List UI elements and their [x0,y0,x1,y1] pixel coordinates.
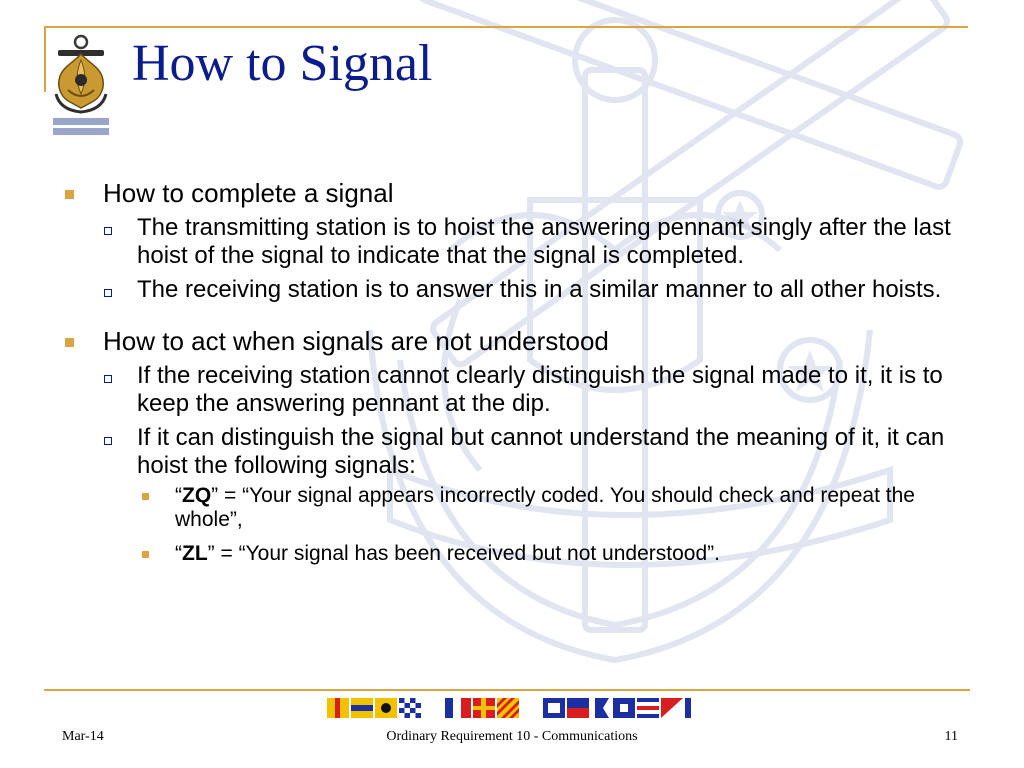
bullet-text: If the receiving station cannot clearly distinguish the signal made to it, it is to keep the answering pennant at the dip. [137,362,943,417]
bullet-level1 [60,178,970,208]
signal-code: ZL [182,542,208,565]
bottom-rule [44,689,970,691]
top-rule [44,26,968,28]
signal-flags-strip [327,696,693,720]
square-bullet-icon [65,190,74,199]
sea-scout-emblem-icon [46,32,116,136]
bullet-text: The transmitting station is to hoist the answering pennant singly after the last hoist of the signal to indicate that the signal is completed. [137,214,951,269]
bullet-text: How to act when signals are not understood [103,326,609,356]
footer-date: Mar-14 [62,729,104,744]
hollow-square-bullet-icon [104,289,112,297]
open-quote: “ [175,484,182,507]
bullet-level2 [60,276,970,304]
bullet-text: The receiving station is to answer this in a similar manner to all other hoists. [137,276,942,303]
slide-content [60,178,970,566]
hollow-square-bullet-icon [104,227,112,235]
bullet-level3 [60,542,970,566]
signal-meaning: ” = “Your signal appears incorrectly coded. You should check and repeat the whole”, [175,484,915,531]
bullet-level1 [60,326,970,356]
signal-meaning: ” = “Your signal has been received but not understood”. [207,542,720,565]
page-title: How to Signal [132,35,433,92]
square-bullet-icon [142,493,149,500]
open-quote: “ [175,542,182,565]
page-number: 11 [944,729,958,744]
bullet-text: If it can distinguish the signal but cannot understand the meaning of it, it can hoist the following signals: [137,424,945,479]
bullet-level3 [60,484,970,532]
bullet-level2 [60,424,970,480]
bullet-level2 [60,362,970,418]
square-bullet-icon [142,551,149,558]
hollow-square-bullet-icon [104,437,112,445]
signal-code: ZQ [182,484,212,507]
square-bullet-icon [65,338,74,347]
hollow-square-bullet-icon [104,375,112,383]
bullet-text: How to complete a signal [103,178,394,208]
bullet-level2 [60,214,970,270]
footer-title: Ordinary Requirement 10 - Communications [386,729,638,744]
